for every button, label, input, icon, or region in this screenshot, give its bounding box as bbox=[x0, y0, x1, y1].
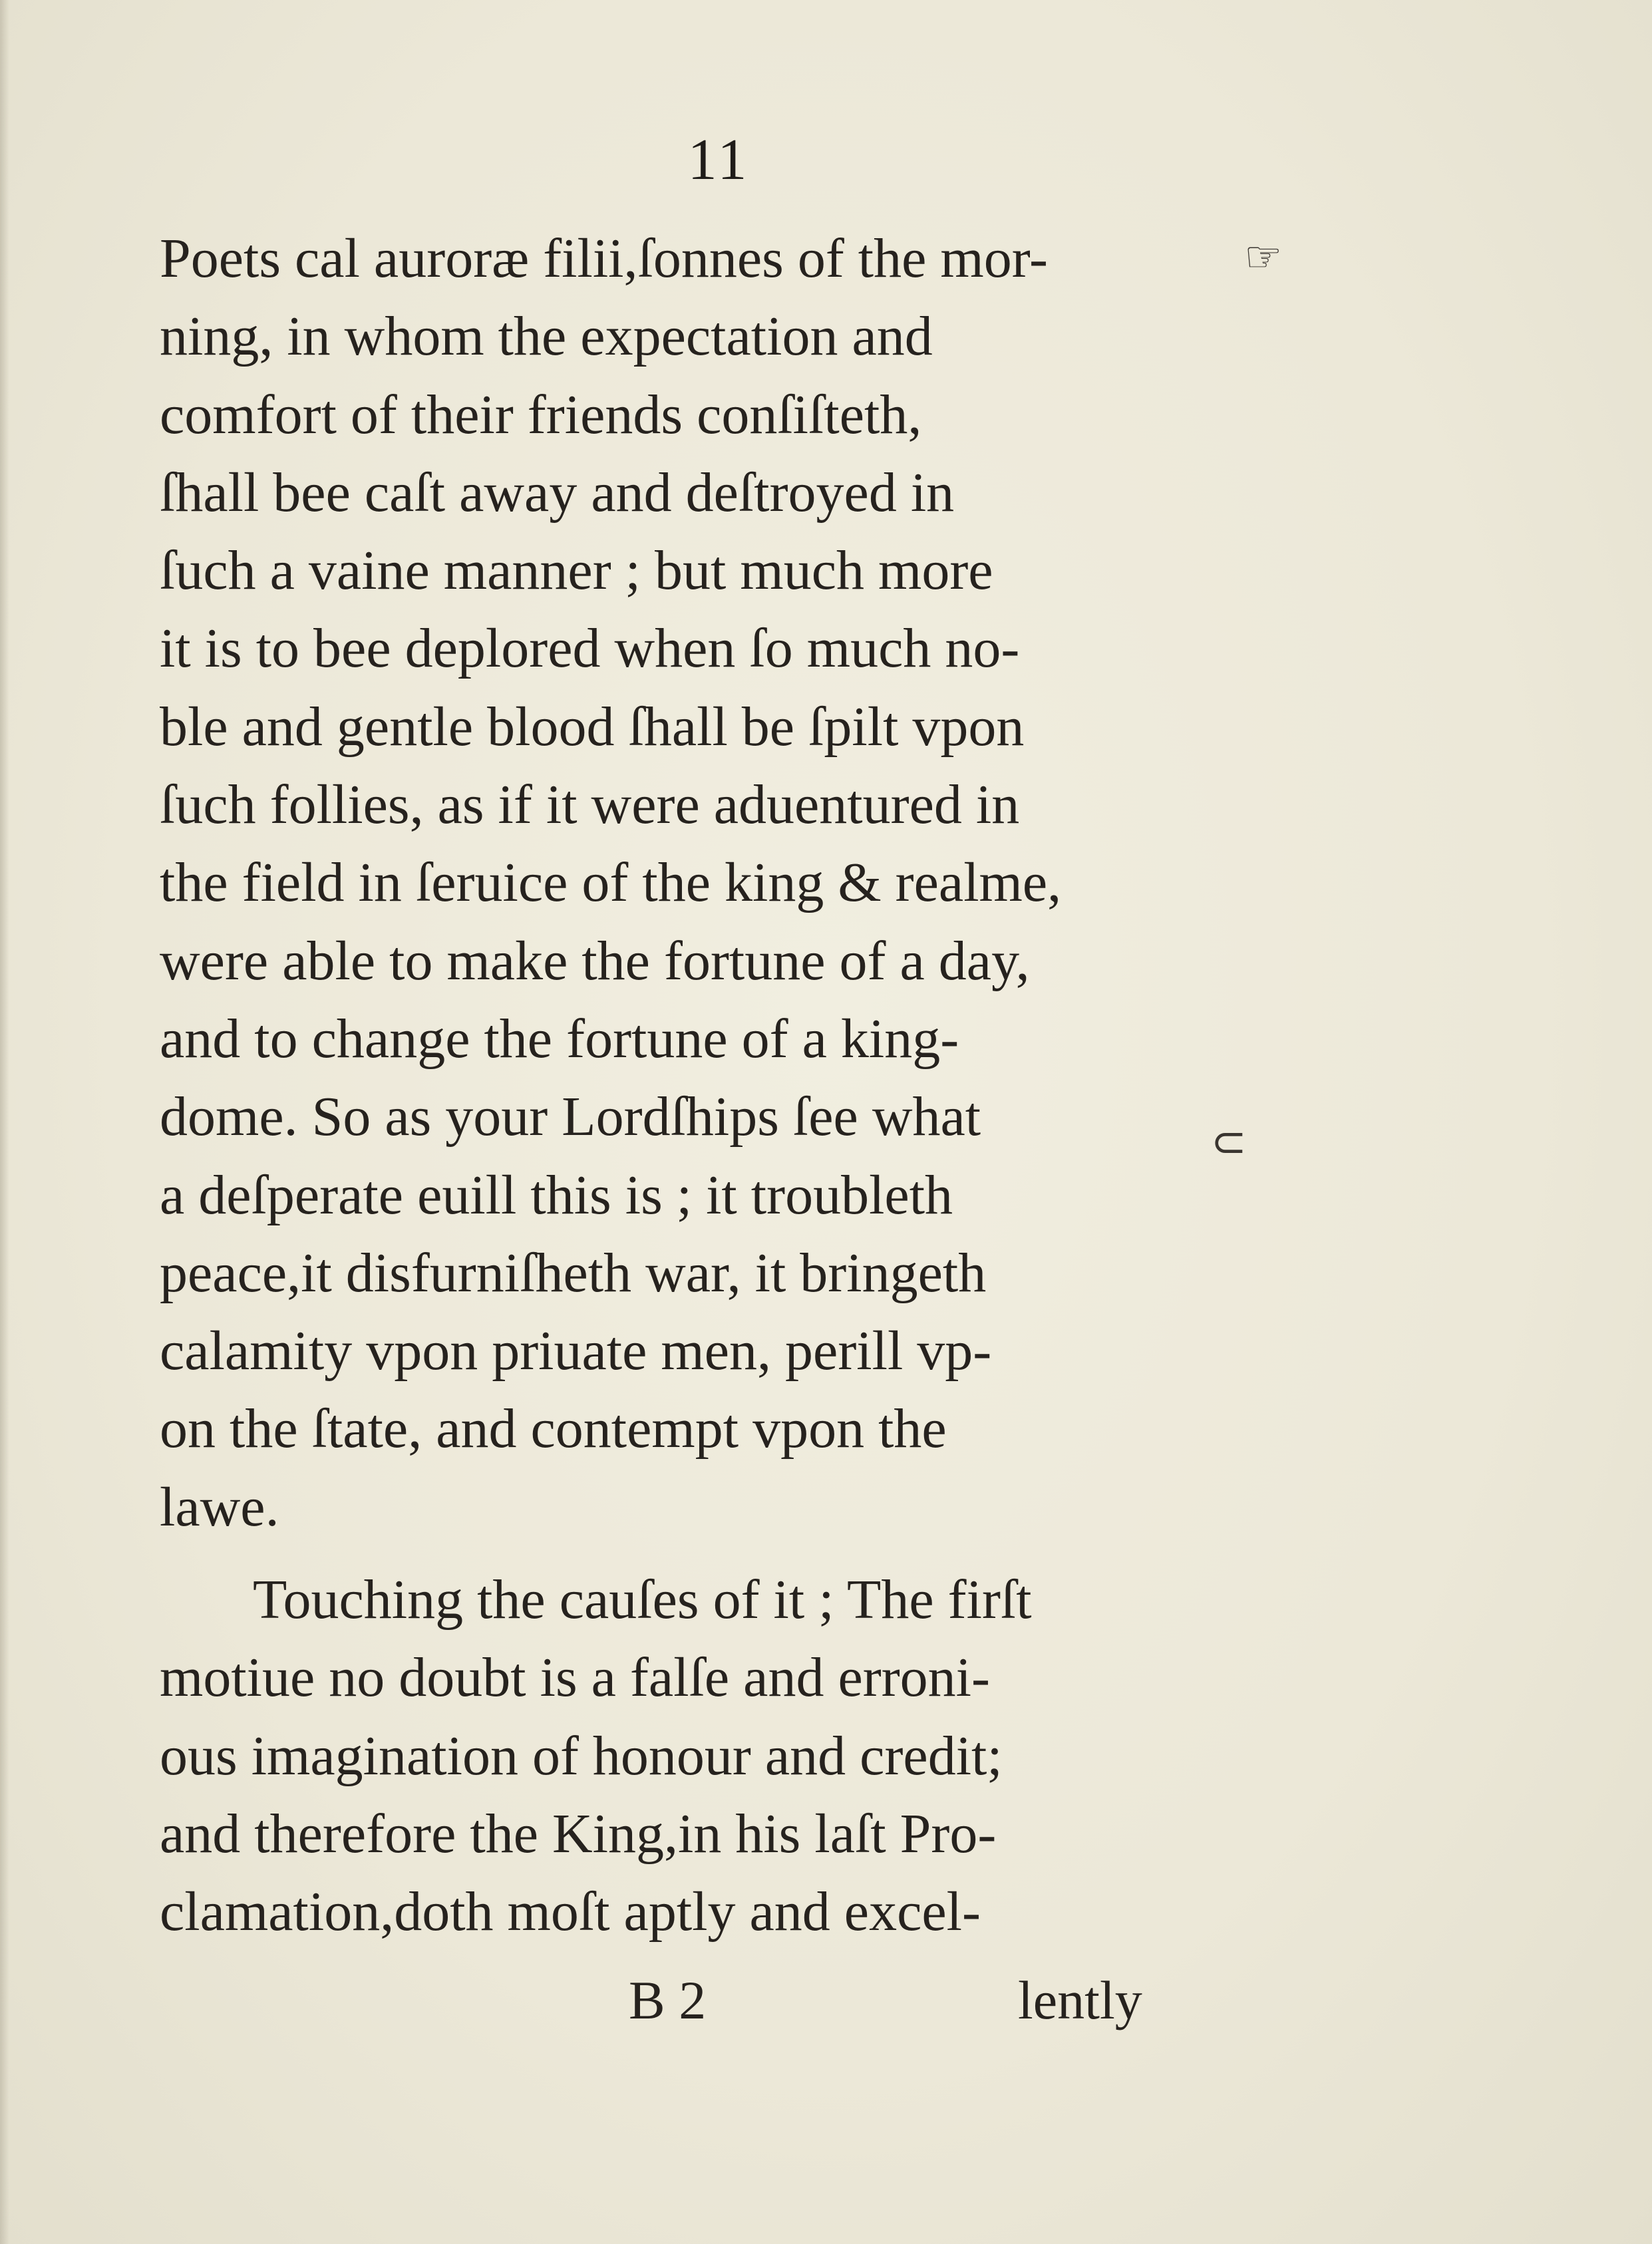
text-line: dome. So as your Lordſhips ſee what bbox=[160, 1086, 981, 1148]
page-number: 11 bbox=[687, 128, 750, 192]
text-line: lawe. bbox=[160, 1476, 279, 1538]
text-line: Poets cal auroræ filii,ſonnes of the mor- bbox=[160, 228, 1049, 289]
text-line: it is to bee deplored when ſo much no- bbox=[160, 617, 1020, 680]
text-line: were able to make the fortune of a day, bbox=[160, 929, 1030, 992]
signature-mark: B 2 bbox=[629, 1970, 707, 2030]
text-line: peace,it disfurniſheth war, it bringeth bbox=[160, 1241, 987, 1304]
text-line: the field in ſeruice of the king & realme, bbox=[160, 852, 1062, 914]
page-gutter-shadow bbox=[0, 0, 9, 2244]
text-line: on the ſtate, and contempt vpon the bbox=[160, 1398, 947, 1460]
paragraph-2-line: and therefore the King,in his laſt Pro- bbox=[160, 1802, 997, 1865]
text-line: ning, in whom the expectation and bbox=[160, 305, 933, 368]
text-line: ſuch follies, as if it were aduentured in bbox=[160, 774, 1020, 836]
text-line: ble and gentle blood ſhall be ſpilt vpon bbox=[160, 695, 1025, 758]
body-text bbox=[160, 220, 1211, 1951]
text-line: calamity vpon priuate men, perill vp- bbox=[160, 1320, 992, 1382]
paragraph-2-line: clamation,doth moſt aptly and excel- bbox=[160, 1881, 981, 1943]
catchword: lently bbox=[1018, 1970, 1142, 2030]
marginal-mark-2: ⊂ bbox=[1211, 1118, 1247, 1167]
text-line: comfort of their friends conſiſteth, bbox=[160, 383, 922, 446]
text-line: and to change the fortune of a king- bbox=[160, 1007, 959, 1070]
text-line: ſuch a vaine manner ; but much more bbox=[160, 540, 993, 602]
text-line: a deſperate euill this is ; it troubleth bbox=[160, 1164, 953, 1226]
text-line: ſhall bee caſt away and deſtroyed in bbox=[160, 461, 955, 524]
paragraph-2-line: Touching the cauſes of it ; The firſt bbox=[253, 1569, 1032, 1631]
marginal-mark-1: ☞ bbox=[1244, 233, 1283, 282]
paragraph-2-line: motiue no doubt is a falſe and erroni- bbox=[160, 1647, 990, 1709]
paragraph-2-line: ous imagination of honour and credit; bbox=[160, 1724, 1003, 1787]
